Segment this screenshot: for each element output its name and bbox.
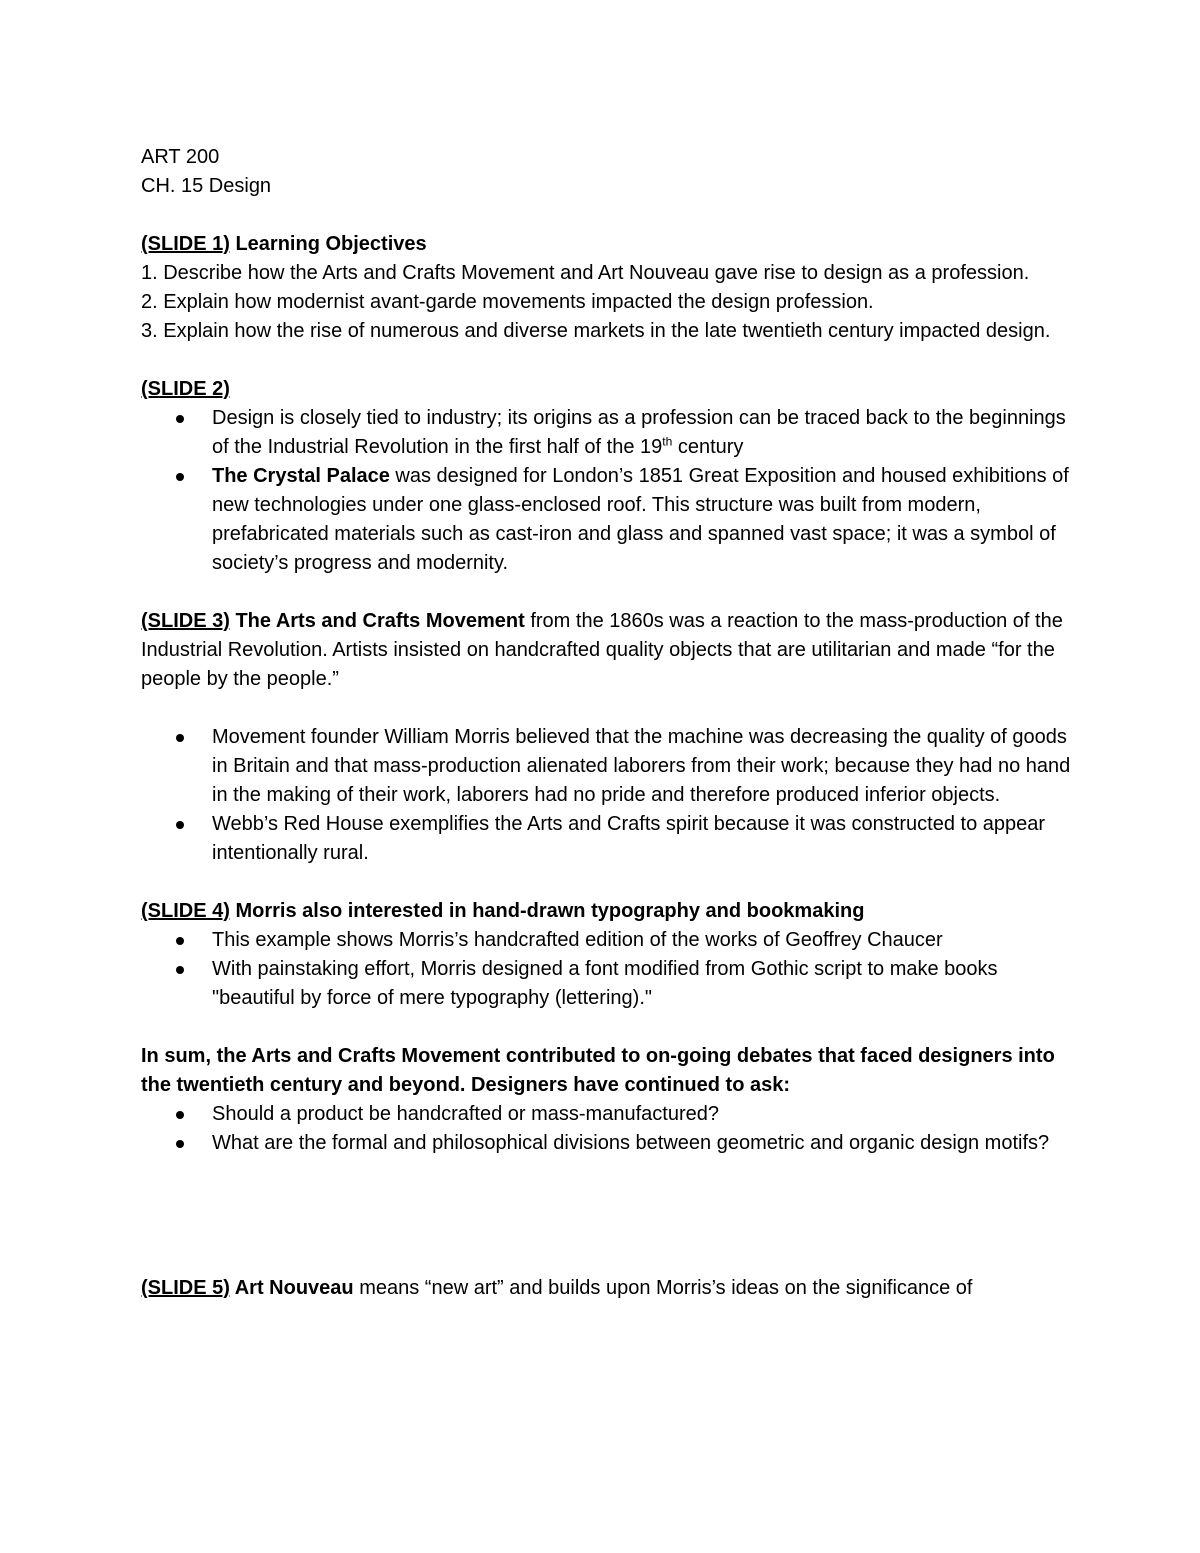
- slide-2-heading: [141, 375, 1080, 404]
- slide-3-paragraph: (SLIDE 3) The Arts and Crafts Movement from the 1860s was a reaction to the mass-production of the Industrial Revolution. Artists insisted on handcrafted quality objects that are utilitarian and made “for the people by the people.”: [141, 610, 1063, 690]
- slide-2-bullets: [141, 404, 1080, 578]
- arts-crafts-term: The Arts and Crafts Movement: [229, 610, 525, 632]
- summary-paragraph: In sum, the Arts and Crafts Movement contributed to on-going debates that faced designers into the twentieth century and beyond. Designers have continued to ask:: [141, 1045, 1055, 1096]
- spacer: [141, 578, 1080, 607]
- course-title: ART 200: [141, 146, 220, 168]
- slide-4-heading: [141, 897, 1080, 926]
- spacer: [141, 868, 1080, 897]
- slide-4-bullets: [141, 926, 1080, 1013]
- summary-bullets: [141, 1100, 1080, 1158]
- spacer: [141, 346, 1080, 375]
- slide-1-tag: (SLIDE 1): [141, 233, 230, 255]
- slide-5-paragraph: (SLIDE 5) Art Nouveau means “new art” and builds upon Morris’s ideas on the significance of: [141, 1277, 973, 1299]
- objective-2: 2. Explain how modernist avant-garde movements impacted the design profession.: [141, 291, 874, 313]
- bullet-item: The Crystal Palace was designed for London’s 1851 Great Exposition and housed exhibitions of new technologies under one glass-enclosed roof. This structure was built from modern, prefabricated materials such as cast-iron and glass and spanned vast space; it was a symbol of society’s progress and modernity.: [212, 462, 1080, 578]
- objective-1: 1. Describe how the Arts and Crafts Movement and Art Nouveau gave rise to design as a profession.: [141, 262, 1030, 284]
- slide-1-heading: [141, 230, 1080, 259]
- spacer: [141, 1013, 1080, 1042]
- slide-5-tag: (SLIDE 5): [141, 1277, 230, 1299]
- bullet-item: Design is closely tied to industry; its origins as a profession can be traced back to the beginnings of the Industrial Revolution in the first half of the 19th century: [212, 404, 1080, 462]
- art-nouveau-term: Art Nouveau: [229, 1277, 354, 1299]
- bullet-item: Should a product be handcrafted or mass-manufactured?: [212, 1100, 1080, 1129]
- bullet-item: This example shows Morris’s handcrafted edition of the works of Geoffrey Chaucer: [212, 926, 1080, 955]
- spacer: [141, 1158, 1080, 1274]
- chapter-title: CH. 15 Design: [141, 175, 272, 197]
- slide-1-title: Learning Objectives: [229, 233, 427, 255]
- bullet-item: With painstaking effort, Morris designed a font modified from Gothic script to make books "beautiful by force of mere typography (lettering).": [212, 955, 1080, 1013]
- slide-3-bullets: [141, 723, 1080, 868]
- slide-4-title: Morris also interested in hand-drawn typography and bookmaking: [229, 900, 865, 922]
- spacer: [141, 694, 1080, 723]
- objective-3: 3. Explain how the rise of numerous and diverse markets in the late twentieth century impacted design.: [141, 320, 1051, 342]
- slide-3-tag: (SLIDE 3): [141, 610, 230, 632]
- bullet-item: Webb’s Red House exemplifies the Arts and Crafts spirit because it was constructed to appear intentionally rural.: [212, 810, 1080, 868]
- bullet-item: What are the formal and philosophical divisions between geometric and organic design motifs?: [212, 1129, 1080, 1158]
- slide-4-tag: (SLIDE 4): [141, 900, 230, 922]
- bullet-item: Movement founder William Morris believed that the machine was decreasing the quality of goods in Britain and that mass-production alienated laborers from their work; because they had no hand in the making of their work, laborers had no pride and therefore produced inferior objects.: [212, 723, 1080, 810]
- slide-2-tag: (SLIDE 2): [141, 378, 230, 400]
- spacer: [141, 201, 1080, 230]
- crystal-palace-term: The Crystal Palace: [212, 465, 390, 487]
